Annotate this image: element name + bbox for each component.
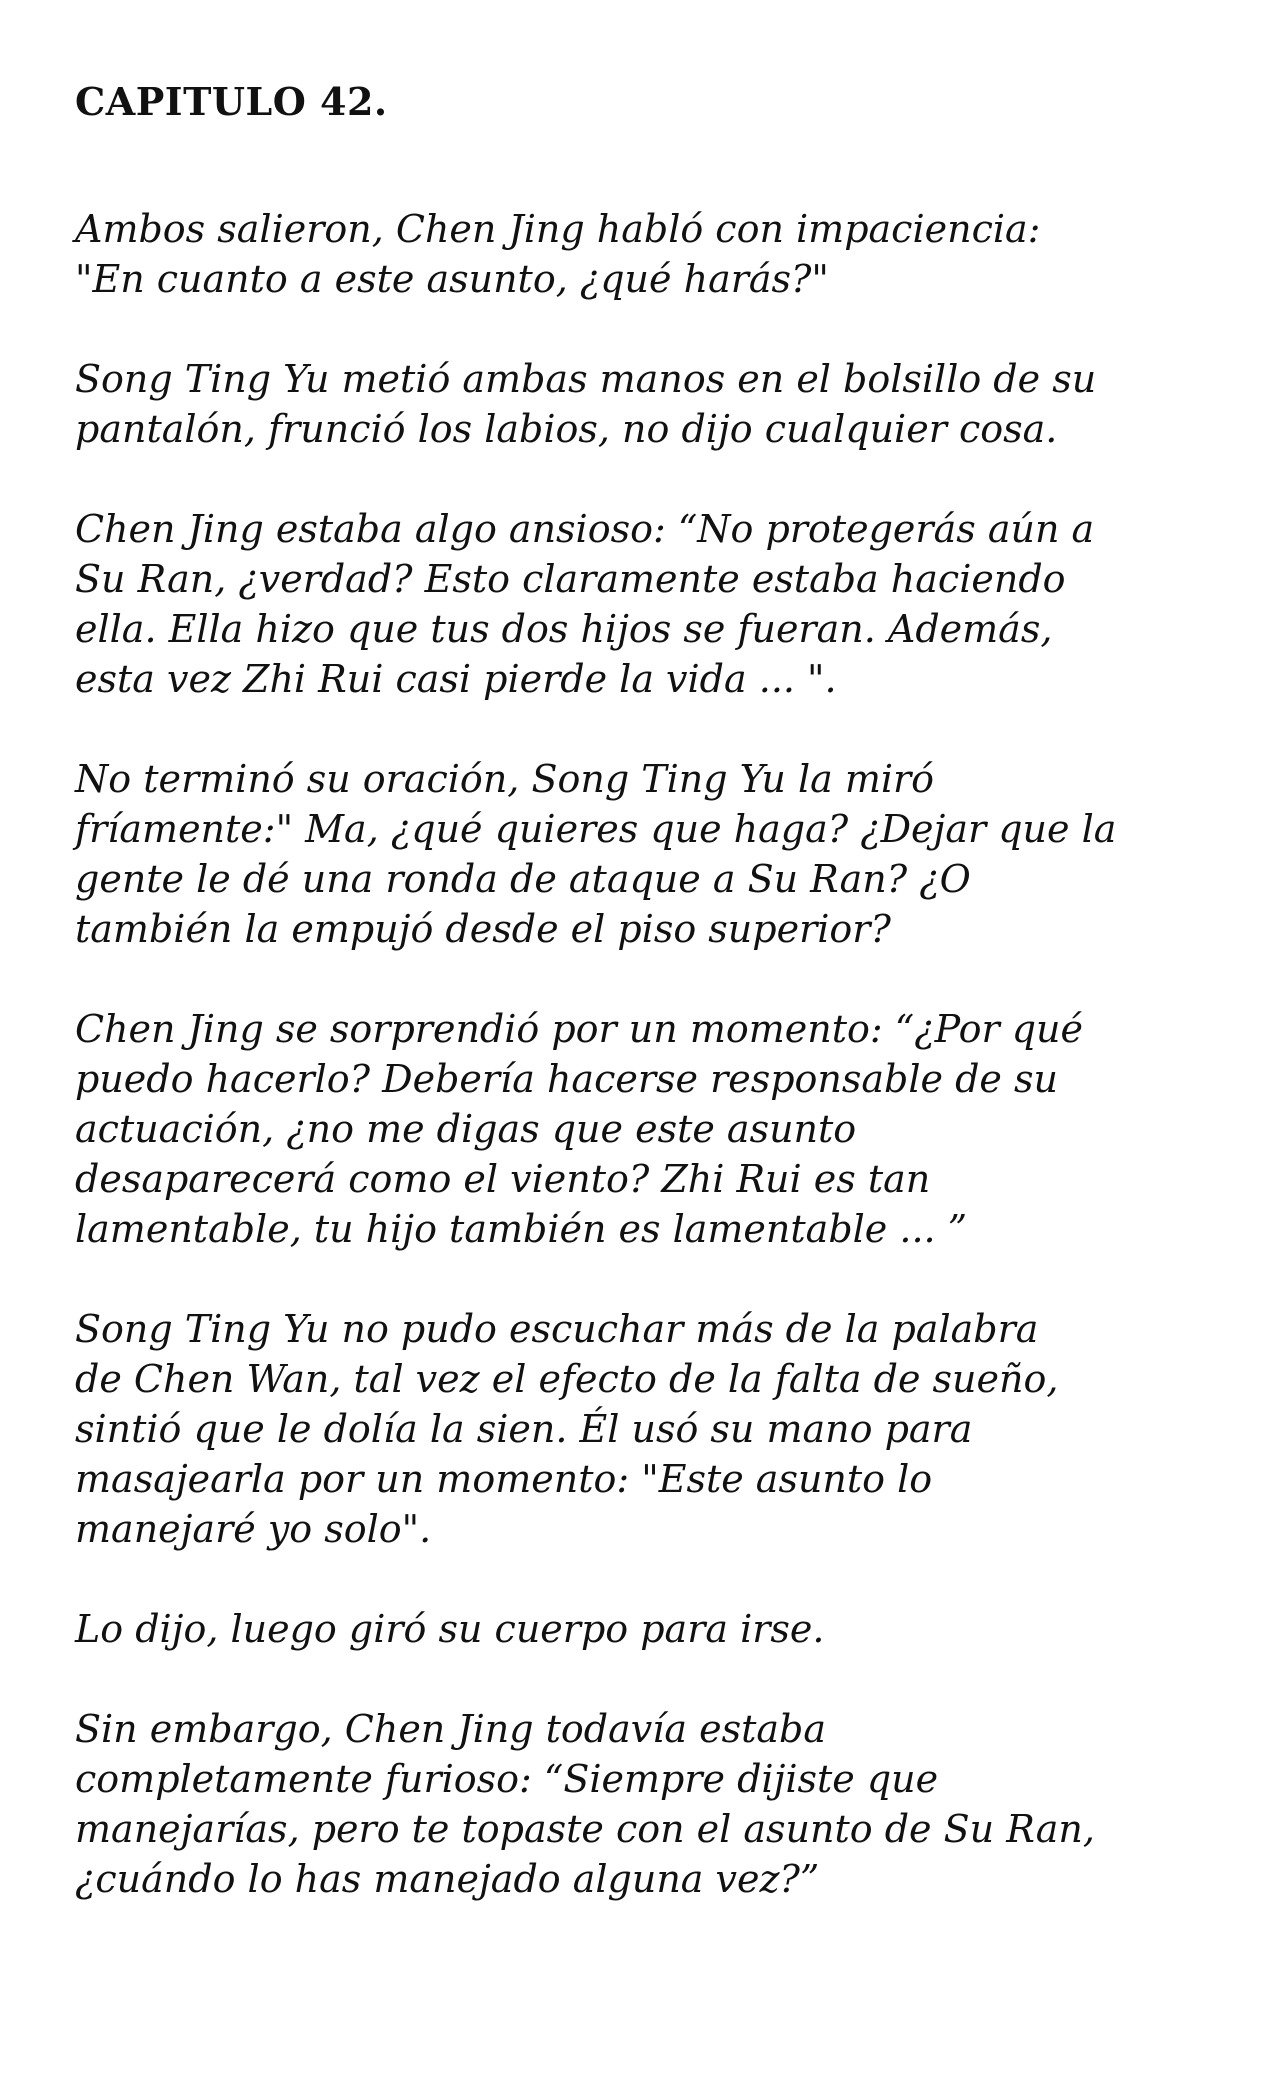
paragraph-4: No terminó su oración, Song Ting Yu la miró fríamente:" Ma, ¿qué quieres que haga? ¿Dejar que la gente le dé una ronda de ataque a Su Ran? ¿O también la empujó desde el piso superior? [75,757,1117,951]
paragraph-1: Ambos salieron, Chen Jing habló con impaciencia: "En cuanto a este asunto, ¿qué harás?" [75,207,1041,301]
paragraph-7: Lo dijo, luego giró su cuerpo para irse. [75,1607,825,1651]
chapter-title: CAPITULO 42. [75,79,388,124]
paragraph-3: Chen Jing estaba algo ansioso: “No protegerás aún a Su Ran, ¿verdad? Esto claramente estaba haciendo ella. Ella hizo que tus dos hijos se fueran. Además, esta vez Zhi Rui casi pierde la vida ... ". [75,507,1095,701]
paragraph-2: Song Ting Yu metió ambas manos en el bolsillo de su pantalón, frunció los labios, no dijo cualquier cosa. [75,357,1097,451]
paragraph-8: Sin embargo, Chen Jing todavía estaba completamente furioso: “Siempre dijiste que manejarías, pero te topaste con el asunto de Su Ran, ¿cuándo lo has manejado alguna vez?” [75,1707,1095,1901]
paragraph-5: Chen Jing se sorprendió por un momento: “¿Por qué puedo hacerlo? Debería hacerse responsable de su actuación, ¿no me digas que este asunto desaparecerá como el viento? Zhi Rui es tan lamentable, tu hijo también es lamentable ... ” [75,1007,1084,1251]
paragraph-6: Song Ting Yu no pudo escuchar más de la palabra de Chen Wan, tal vez el efecto de la falta de sueño, sintió que le dolía la sien. Él usó su mano para masajearla por un momento: "Este asunto lo manejaré yo solo". [75,1307,1059,1551]
